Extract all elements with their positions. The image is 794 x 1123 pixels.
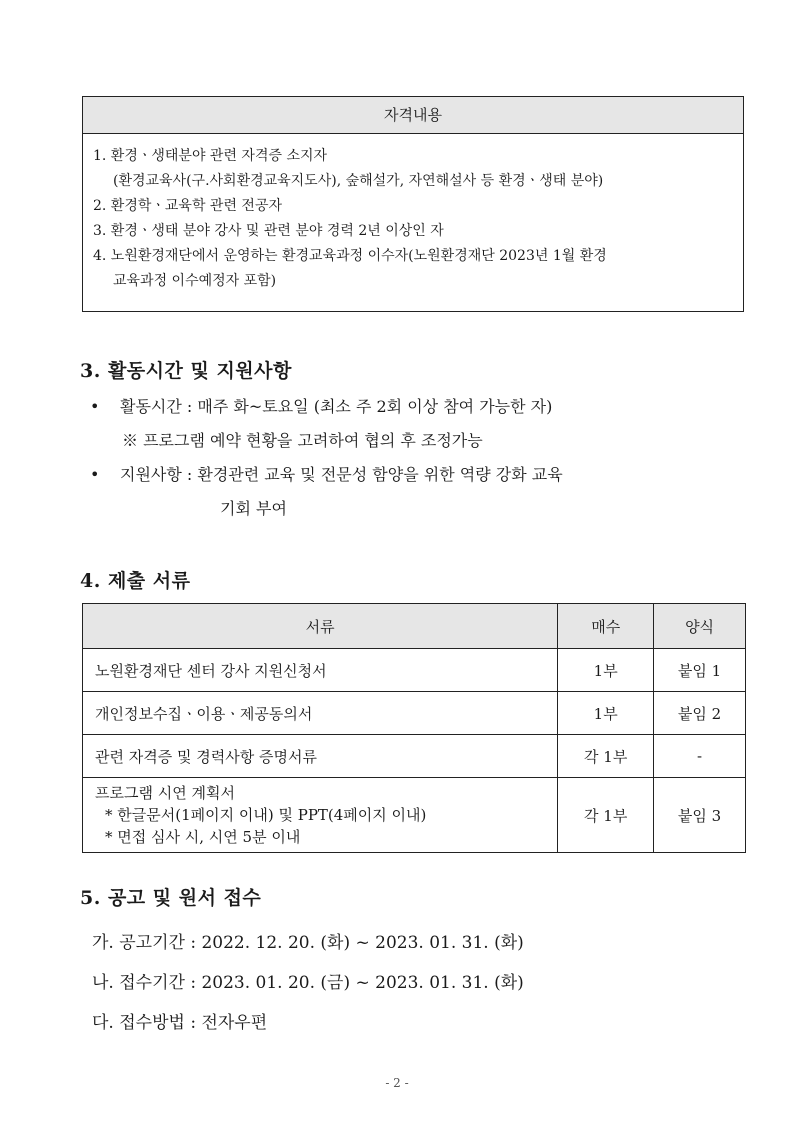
column-header: 양식: [654, 604, 746, 649]
application-period: 나. 접수기간 : 2023. 01. 20. (금) ~ 2023. 01. 31. (화): [92, 973, 524, 993]
page-number: - 2 -: [385, 1076, 409, 1090]
document-name: 관련 자격증 및 경력사항 증명서류: [83, 735, 558, 778]
document-name: 개인정보수집ㆍ이용ㆍ제공동의서: [83, 692, 558, 735]
column-header: 서류: [83, 604, 558, 649]
qualification-list: [83, 134, 743, 294]
bullet: •: [90, 397, 100, 416]
qualification-item: (환경교육사(구.사회환경교육지도사), 숲해설가, 자연해설사 등 환경ㆍ생태 분야): [113, 173, 604, 189]
documents-table: [82, 603, 746, 853]
document-form: 붙임 3: [654, 778, 746, 853]
document-name: 프로그램 시연 계획서: [95, 784, 235, 802]
qualification-item: 4. 노원환경재단에서 운영하는 환경교육과정 이수자(노원환경재단 2023년 1월 환경: [93, 248, 607, 264]
section-4-title: 4. 제출 서류: [80, 570, 191, 592]
document-count: 1부: [558, 649, 654, 692]
document-form: 붙임 2: [654, 692, 746, 735]
bullet: •: [90, 465, 100, 484]
qualification-header: 자격내용: [83, 97, 743, 134]
qualification-item: 교육과정 이수예정자 포함): [113, 273, 277, 289]
table-row: [83, 735, 746, 778]
table-row: [83, 692, 746, 735]
section-5-title: 5. 공고 및 원서 접수: [80, 887, 262, 909]
support: [90, 462, 563, 485]
table-row: [83, 649, 746, 692]
qualification-box: [82, 96, 744, 312]
notice-period: 가. 공고기간 : 2022. 12. 20. (화) ~ 2023. 01. 31. (화): [92, 933, 524, 953]
document-name: 노원환경재단 센터 강사 지원신청서: [83, 649, 558, 692]
schedule-note: ※ 프로그램 예약 현황을 고려하여 협의 후 조정가능: [122, 431, 483, 450]
document-name-cell: [83, 778, 558, 853]
column-header: 매수: [558, 604, 654, 649]
document-count: 1부: [558, 692, 654, 735]
qualification-item: 2. 환경학ㆍ교육학 관련 전공자: [93, 198, 282, 214]
document-form: 붙임 1: [654, 649, 746, 692]
qualification-item: 1. 환경ㆍ생태분야 관련 자격증 소지자: [93, 148, 328, 164]
activity-time-text: 활동시간 : 매주 화~토요일 (최소 주 2회 이상 참여 가능한 자): [120, 397, 553, 416]
document-form: -: [654, 735, 746, 778]
support-text: 지원사항 : 환경관련 교육 및 전문성 함양을 위한 역량 강화 교육: [120, 465, 563, 484]
document-note: * 면접 심사 시, 시연 5분 이내: [105, 828, 301, 846]
application-method: 다. 접수방법 : 전자우편: [92, 1013, 268, 1033]
support-continued: 기회 부여: [220, 499, 287, 518]
table-header-row: [83, 604, 746, 649]
document-count: 각 1부: [558, 778, 654, 853]
document-count: 각 1부: [558, 735, 654, 778]
section-3-title: 3. 활동시간 및 지원사항: [80, 360, 292, 382]
table-row: [83, 778, 746, 853]
activity-time: [90, 394, 552, 417]
qualification-item: 3. 환경ㆍ생태 분야 강사 및 관련 분야 경력 2년 이상인 자: [93, 223, 444, 239]
document-note: * 한글문서(1페이지 이내) 및 PPT(4페이지 이내): [105, 806, 427, 824]
